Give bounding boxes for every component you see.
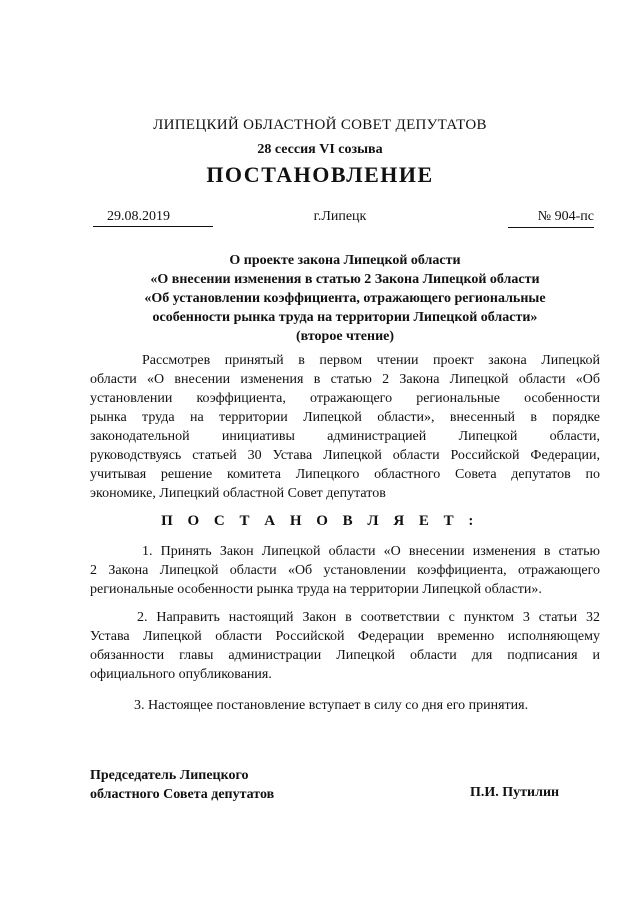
document-city: г.Липецк (313, 209, 367, 224)
title-line: «Об установлении коэффициента, отражающего региональные (144, 291, 546, 306)
signer-position-line: Председатель Липецкого (90, 768, 249, 783)
signer-position-line: областного Совета депутатов (90, 787, 275, 802)
signer-position (90, 766, 274, 804)
document-date: 29.08.2019 (93, 209, 213, 227)
title-line: «О внесении изменения в статью 2 Закона Липецкой области (150, 272, 540, 287)
resolves-heading: П О С Т А Н О В Л Я Е Т : (161, 513, 479, 529)
point-line: обязанности главы администрации Липецкой области для подписания и (90, 648, 600, 663)
point-line: 2 Закона Липецкой области «Об установлении коэффициента, отражающего (90, 563, 600, 578)
intro-line: руководствуясь статьей 30 Устава Липецкой области Российской Федерации, (90, 448, 600, 463)
resolution-point-1 (90, 542, 600, 599)
point-line: региональные особенности рынка труда на территории Липецкой области». (90, 582, 542, 597)
intro-line: учитывая решение комитета Липецкого областного Совета депутатов по (90, 467, 600, 482)
point-line: 3. Настоящее постановление вступает в силу со дня его принятия. (134, 698, 529, 713)
organization-name: ЛИПЕЦКИЙ ОБЛАСТНОЙ СОВЕТ ДЕПУТАТОВ (153, 117, 487, 133)
document-number: № 904-пс (508, 209, 594, 228)
document-type-heading: ПОСТАНОВЛЕНИЕ (206, 162, 434, 187)
title-line: особенности рынка труда на территории Липецкой области» (152, 310, 538, 325)
intro-line: Рассмотрев принятый в первом чтении проект закона Липецкой (142, 353, 600, 368)
title-line: (второе чтение) (295, 329, 395, 344)
document-title (90, 251, 600, 346)
intro-line: области «О внесении изменения в статью 2 Закона Липецкой области «Об (90, 372, 600, 387)
session-label: 28 сессия VI созыва (257, 142, 383, 157)
title-line: О проекте закона Липецкой области (229, 253, 461, 268)
intro-line: законодательной инициативы администрацией Липецкой области, (90, 429, 600, 444)
intro-line: экономике, Липецкий областной Совет депутатов (90, 486, 386, 501)
point-line: 2. Направить настоящий Закон в соответствии с пунктом 3 статьи 32 (137, 610, 600, 625)
intro-paragraph (90, 351, 600, 503)
point-line: 1. Принять Закон Липецкой области «О внесении изменения в статью (142, 544, 600, 559)
resolution-point-2 (90, 608, 600, 684)
point-line: официального опубликования. (90, 667, 272, 682)
signer-name: П.И. Путилин (470, 785, 560, 800)
point-line: Устава Липецкой области Российской Федерации временно исполняющему (90, 629, 600, 644)
resolution-point-3 (90, 696, 600, 715)
intro-line: рынка труда на территории Липецкой области», внесенный в порядке (90, 410, 600, 425)
intro-line: установлении коэффициента, отражающего региональные особенности (90, 391, 600, 406)
